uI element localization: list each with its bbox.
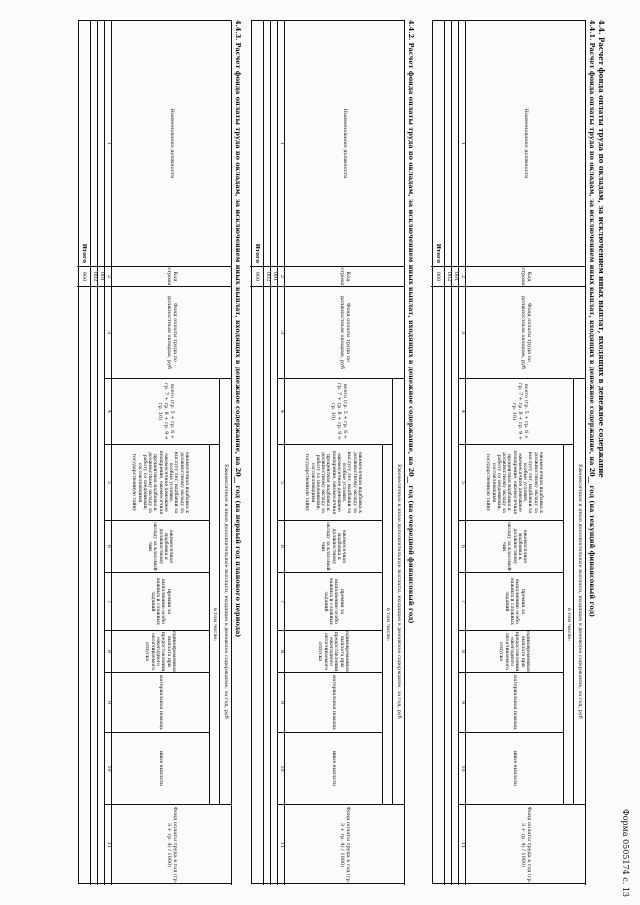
col10-header: иные выплаты — [111, 732, 210, 804]
row-code: 001 — [98, 266, 105, 286]
col-group-header: Ежемесячные и иные дополнительные выплаты, входящие в денежное содержание, за год, руб — [393, 378, 405, 804]
col-num: 2 — [459, 266, 466, 286]
col-num: 7 — [278, 572, 285, 630]
total-code: 900 — [431, 266, 445, 286]
total-row-values — [77, 286, 91, 885]
total-row-values — [250, 286, 264, 885]
col7-header: премии за выполнение особо важных и сложных заданий — [284, 572, 383, 630]
col-num: 6 — [278, 520, 285, 572]
col6-header: ежемесячная надбавка к должностному окладу за классный чин — [465, 520, 564, 572]
col-num: 10 — [278, 732, 285, 804]
col-num: 1 — [278, 20, 285, 266]
col10-header: иные выплаты — [465, 732, 564, 804]
col-num: 5 — [278, 444, 285, 520]
table-section-1 — [428, 20, 596, 890]
col-num: 7 — [459, 572, 466, 630]
col-code-header: Код строки — [285, 266, 405, 286]
col-num: 5 — [105, 444, 112, 520]
row-code: 002 — [445, 266, 452, 286]
table-row — [91, 20, 98, 266]
table-row — [264, 20, 271, 266]
col-group-header: Ежемесячные и иные дополнительные выплаты, входящие в денежное содержание, за год, руб — [220, 378, 232, 804]
table-row-values — [271, 286, 278, 885]
col-num: 6 — [105, 520, 112, 572]
col-num: 4 — [105, 378, 112, 444]
col8-header: единовременная выплата при предоставлении ежегодного оплачиваемого отпуска — [465, 630, 564, 672]
col-num: 1 — [105, 20, 112, 266]
col-num: 10 — [105, 732, 112, 804]
col-total-header: всего (гр. 5 + гр. 6 + гр. 7 + гр. 8 + гр. 9 + гр. 10) — [111, 378, 220, 444]
col-num: 3 — [278, 286, 285, 378]
col-fot-salaries-header: Фонд оплаты труда по должностным окладам, руб — [466, 286, 586, 378]
col-num: 3 — [105, 286, 112, 378]
col5-header: ежемесячная надбавка к должностному окладу за выслугу лет, надбавки за особые условия, ежемесячное денежное поощрение, ежемесячная процентная надбавка к должностному окладу за работу со сведениями, составляющими государственную тайну — [111, 444, 210, 520]
col-num: 11 — [459, 804, 466, 885]
total-label: Итого — [77, 20, 91, 266]
col-num: 2 — [105, 266, 112, 286]
col-fot-salaries-header: Фонд оплаты труда по должностным окладам, руб — [112, 286, 232, 378]
total-row-values — [431, 286, 445, 885]
row-code: 002 — [264, 266, 271, 286]
row-code: 002 — [91, 266, 98, 286]
col8-header: единовременная выплата при предоставлении ежегодного оплачиваемого отпуска — [284, 630, 383, 672]
section-title: 4.4.2. Расчет фонда оплаты труда по окладам, за исключением иных выплат, входящих в денежное содержание, на 20__ год (на очередной финансовый год) — [407, 20, 415, 624]
table-row — [98, 20, 105, 266]
form-number: Форма 0505174 с. 13 — [621, 808, 630, 897]
table-row-values — [264, 286, 271, 885]
table-section-3 — [74, 20, 242, 890]
table-row-values — [452, 286, 459, 885]
table-row — [445, 20, 452, 266]
col9-header: материальная помощь — [284, 672, 383, 732]
col-num: 5 — [459, 444, 466, 520]
col7-header: премии за выполнение особо важных и сложных заданий — [111, 572, 210, 630]
section-heading: 4.4. Расчет фонда оплаты труда по окладам, за исключением иных выплат, входящих в денежное содержание — [597, 20, 606, 478]
col-num: 6 — [459, 520, 466, 572]
col-num: 10 — [459, 732, 466, 804]
col-num: 4 — [278, 378, 285, 444]
col9-header: материальная помощь — [111, 672, 210, 732]
col-position-header: Наименование должности — [112, 20, 232, 266]
col-total-header: всего (гр. 5 + гр. 6 + гр. 7 + гр. 8 + гр. 9 + гр. 10) — [284, 378, 393, 444]
section-title: 4.4.3. Расчет фонда оплаты труда по окладам, за исключением иных выплат, входящих в денежное содержание, на 20__ год (на первый год планового периода) — [234, 20, 242, 638]
col-num: 7 — [105, 572, 112, 630]
table-row — [271, 20, 278, 266]
table-row-values — [98, 286, 105, 885]
col8-header: единовременная выплата при предоставлении ежегодного оплачиваемого отпуска — [111, 630, 210, 672]
col-fot-salaries-header: Фонд оплаты труда по должностным окладам, руб — [285, 286, 405, 378]
col7-header: премии за выполнение особо важных и сложных заданий — [465, 572, 564, 630]
col6-header: ежемесячная надбавка к должностному окладу за классный чин — [111, 520, 210, 572]
col-num: 3 — [459, 286, 466, 378]
col-num: 8 — [278, 630, 285, 672]
col-group-header: Ежемесячные и иные дополнительные выплаты, входящие в денежное содержание, за год, руб — [574, 378, 586, 804]
col-num: 9 — [459, 672, 466, 732]
table-row — [452, 20, 459, 266]
col-position-header: Наименование должности — [285, 20, 405, 266]
total-code: 900 — [77, 266, 91, 286]
total-code: 900 — [250, 266, 264, 286]
section-title: 4.4.1. Расчет фонда оплаты труда по окладам, за исключением иных выплат, входящих в денежное содержание, на 20__ год (на текущий финансовый год) — [588, 20, 596, 618]
col-fot-year-header: Фонд оплаты труда в год (гр. 3 + гр. 4) / 1000) — [285, 804, 405, 885]
col-num: 11 — [105, 804, 112, 885]
table-section-2 — [247, 20, 415, 890]
col10-header: иные выплаты — [284, 732, 383, 804]
col6-header: ежемесячная надбавка к должностному окладу за классный чин — [284, 520, 383, 572]
col-num: 1 — [459, 20, 466, 266]
row-code: 001 — [452, 266, 459, 286]
col-num: 8 — [459, 630, 466, 672]
col5-header: ежемесячная надбавка к должностному окладу за выслугу лет, надбавки за особые условия, ежемесячное денежное поощрение, ежемесячная процентная надбавка к должностному окладу за работу со сведениями, составляющими государственную тайну — [284, 444, 383, 520]
fot-table — [432, 20, 586, 884]
col-fot-year-header: Фонд оплаты труда в год (гр. 3 + гр. 4) / 1000) — [112, 804, 232, 885]
total-label: Итого — [250, 20, 264, 266]
table-row-values — [445, 286, 452, 885]
col5-header: ежемесячная надбавка к должностному окладу за выслугу лет, надбавки за особые условия, ежемесячное денежное поощрение, ежемесячная процентная надбавка к должностному окладу за работу со сведениями, составляющими государственную тайну — [465, 444, 564, 520]
col9-header: материальная помощь — [465, 672, 564, 732]
col-num: 8 — [105, 630, 112, 672]
col-num: 4 — [459, 378, 466, 444]
fot-table — [78, 20, 232, 884]
col-num: 11 — [278, 804, 285, 885]
col-code-header: Код строки — [112, 266, 232, 286]
col-total-header: всего (гр. 5 + гр. 6 + гр. 7 + гр. 8 + гр. 9 + гр. 10) — [465, 378, 574, 444]
incl-header: в том числе: — [383, 444, 393, 804]
row-code: 001 — [271, 266, 278, 286]
table-row-values — [91, 286, 98, 885]
col-num: 2 — [278, 266, 285, 286]
incl-header: в том числе: — [210, 444, 220, 804]
col-code-header: Код строки — [466, 266, 586, 286]
fot-table — [251, 20, 405, 884]
col-num: 9 — [105, 672, 112, 732]
total-label: Итого — [431, 20, 445, 266]
incl-header: в том числе: — [564, 444, 574, 804]
col-num: 9 — [278, 672, 285, 732]
col-position-header: Наименование должности — [466, 20, 586, 266]
col-fot-year-header: Фонд оплаты труда в год (гр. 3 + гр. 4) / 1000) — [466, 804, 586, 885]
